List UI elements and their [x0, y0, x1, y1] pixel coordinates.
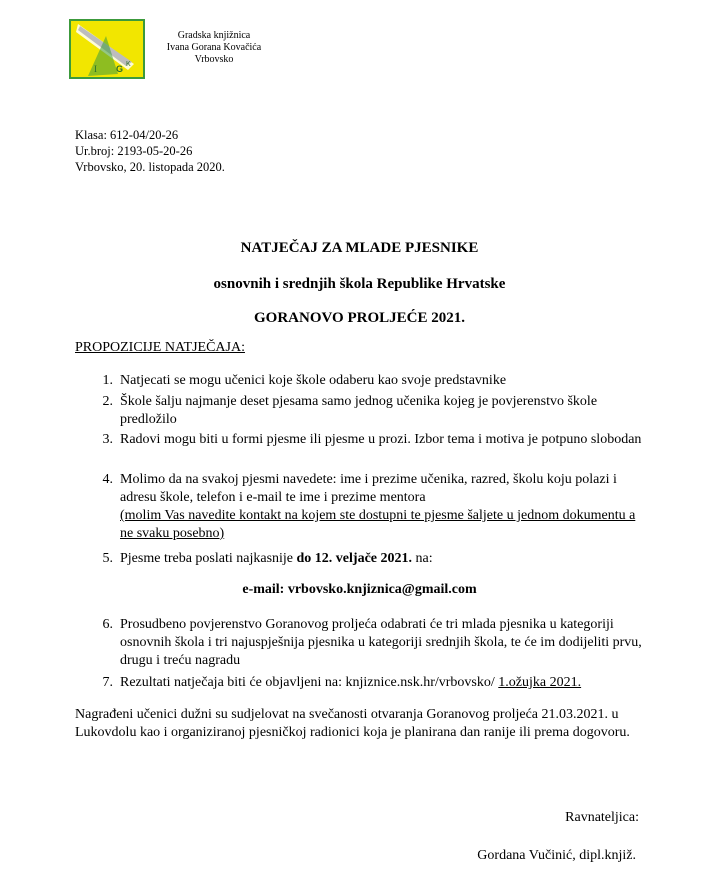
klasa: Klasa: 612-04/20-26 [75, 128, 179, 142]
item-number: 3. [102, 432, 113, 447]
place-date: Vrbovsko, 20. listopada 2020. [75, 160, 225, 174]
results-date: 1.ožujka 2021. [498, 675, 582, 690]
page-subtitle: osnovnih i srednjih škola Republike Hrvatske [213, 276, 506, 292]
email-line: e-mail: vrbovsko.knjiznica@gmail.com [242, 582, 477, 597]
item-text: Radovi mogu biti u formi pjesme ili pjesme u prozi. Izbor tema i motiva je potpuno slobodan [120, 432, 642, 447]
library-name [152, 30, 276, 66]
document-meta [75, 127, 225, 175]
item-text-end: na: [412, 551, 433, 566]
item-number: 1. [102, 373, 113, 388]
closing-paragraph: Nagrađeni učenici dužni su sudjelovat na svečanosti otvaranja Goranovog proljeća 21.03.2021. u Lukovdolu kao i organiziranoj pjesničkoj radionici koja je planirana dan ranije ili prema dogovoru. [75, 707, 630, 740]
page-title: NATJEČAJ ZA MLADE PJESNIKE [240, 240, 479, 256]
signature-title: Ravnateljica: [565, 810, 639, 825]
deadline: do 12. veljače 2021. [296, 551, 412, 566]
item-text: Natjecati se mogu učenici koje škole odaberu kao svoje predstavnike [120, 373, 507, 388]
library-logo [68, 16, 152, 82]
urbroj: Ur.broj: 2193-05-20-26 [75, 144, 193, 158]
signature-name: Gordana Vučinić, dipl.knjiž. [477, 848, 636, 863]
section-title: PROPOZICIJE NATJEČAJA: [75, 340, 245, 355]
item-number: 7. [102, 675, 113, 690]
svg-text:G: G [116, 64, 124, 74]
library-name-line-1: Gradska knjižnica [177, 30, 251, 41]
item-number: 5. [102, 551, 113, 566]
logo-letters: I [94, 64, 97, 74]
svg-text:K: K [126, 61, 131, 68]
library-name-line-2: Ivana Gorana Kovačića [166, 42, 262, 53]
competition-name: GORANOVO PROLJEĆE 2021. [254, 310, 465, 326]
item-text: Prosudbeno povjerenstvo Goranovog proljeća odabrati će tri mlada pjesnika u kategoriji osnovnih škola i tri najuspješnija pjesnika u kategoriji srednjih škola, te će im dodijeliti prvu, drugu i treću nagradu [120, 617, 642, 668]
item-number: 6. [102, 617, 113, 632]
item-note: (molim Vas navedite kontakt na kojem ste dostupni te pjesme šaljete u jednom dokumentu a ne svaku posebno) [120, 508, 636, 541]
item-number: 2. [102, 394, 113, 409]
item-number: 4. [102, 472, 113, 487]
item-text: Pjesme treba poslati najkasnije [120, 551, 297, 566]
item-text: Molimo da na svakoj pjesmi navedete: ime i prezime učenika, razred, školu koju polazi i adresu škole, telefon i e-mail te ime i prezime mentora [120, 472, 617, 505]
library-name-line-3: Vrbovsko [194, 54, 234, 65]
item-text: Rezultati natječaja biti će objavljeni na: knjiznice.nsk.hr/vrbovsko/ [120, 675, 499, 690]
item-text: Škole šalju najmanje deset pjesama samo jednog učenika kojeg je povjerenstvo škole predložilo [120, 394, 598, 427]
